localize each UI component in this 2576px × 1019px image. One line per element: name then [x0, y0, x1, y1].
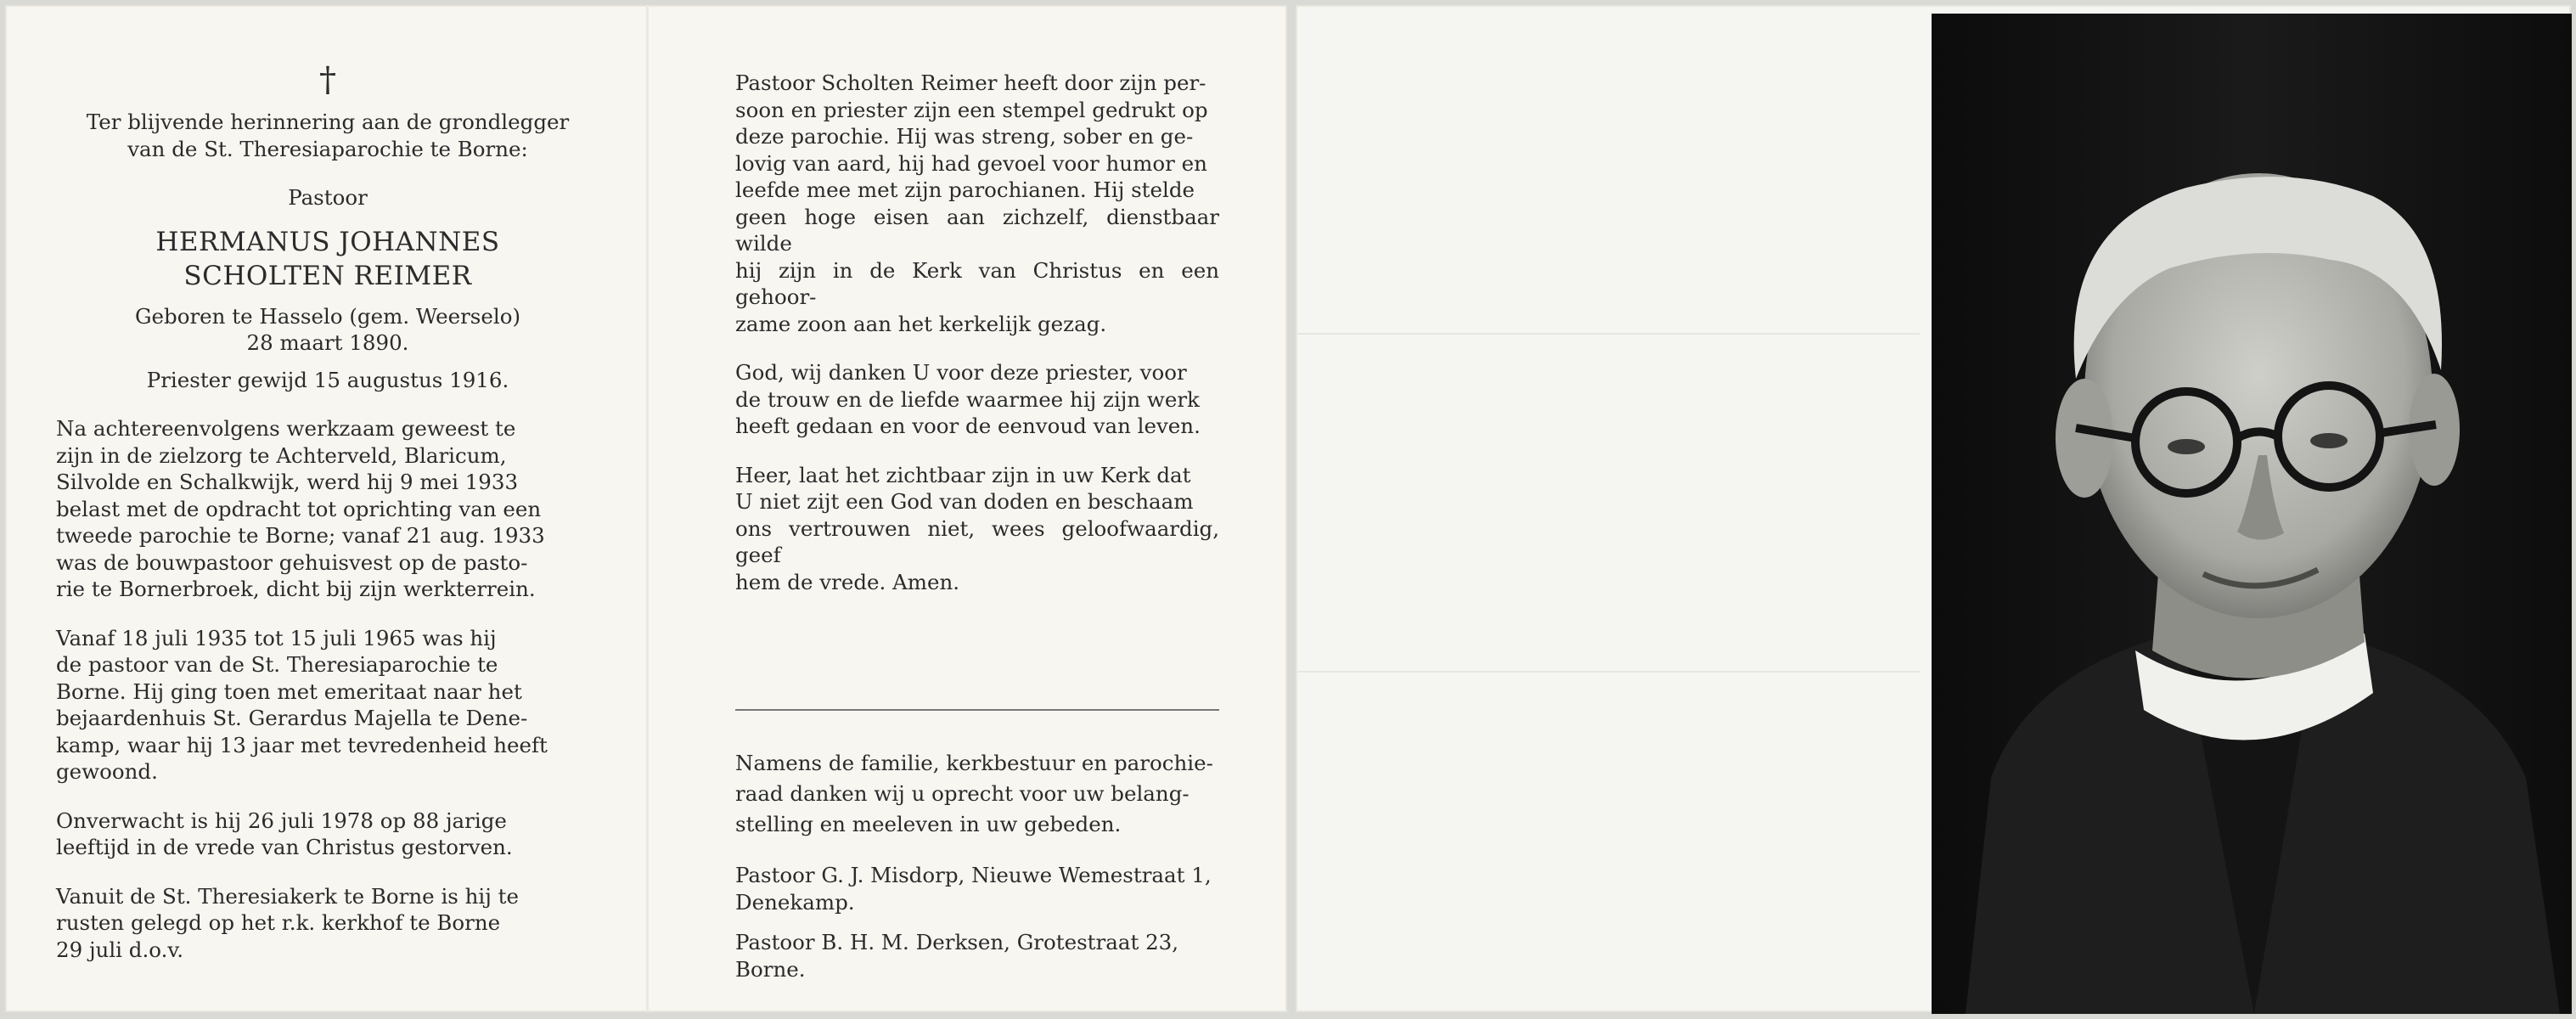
left-text-panel [56, 5, 599, 963]
card-crease [1296, 671, 1920, 673]
intro-line: van de St. Theresiaparochie te Borne: [127, 136, 528, 161]
deceased-name: HERMANUS JOHANNES [155, 226, 500, 257]
birth-info: Geboren te Hasselo (gem. Weerselo) [134, 303, 521, 329]
tribute-paragraph: Pastoor Scholten Reimer heeft door zijn per- soon en priester zijn een stempel gedrukt op deze parochie. Hij was streng, sober en ge- lovig van aard, hij had gevoel voor humor en leefde mee met zijn parochianen. Hij stelde geen hoge eisen aan zichzelf, dienstbaar wilde hij zijn in de Kerk van Christus en een gehoor- zame zoon aan het kerkelijk gezag. [735, 70, 1219, 336]
pastorate-paragraph: Vanaf 18 juli 1935 tot 15 juli 1965 was hij de pastoor van de St. Theresiaparochie te Borne. Hij ging toen met emeritaat naar het bejaardenhuis St. Gerardus Majella te Dene- kamp, waar hij 13 jaar met tevredenheid heeft gewoond. [56, 625, 548, 784]
portrait-photo [1932, 14, 2572, 1014]
prayer-paragraph: Heer, laat het zichtbaar zijn in uw Kerk dat U niet zijt een God van doden en beschaam ons vertrouwen niet, wees geloofwaardig, geef hem de vrede. Amen. [735, 462, 1219, 594]
memorial-card-inner [5, 5, 1287, 1012]
priest-portrait-image [1932, 14, 2572, 1014]
right-eye [2310, 433, 2348, 448]
career-paragraph: Na achtereenvolgens werkzaam geweest te zijn in de zielzorg te Achterveld, Blaricum, Silvolde en Schalkwijk, werd hij 9 mei 1933 belast met de opdracht tot oprichting van een tweede parochie te Borne; vanaf 21 aug. 1933 was de bouwpastoor gehuisvest op de pasto- rie te Bornerbroek, dicht bij zijn werkterrein. [56, 416, 545, 601]
thanks-paragraph: Namens de familie, kerkbestuur en parochie- raad danken wij u oprecht voor uw belang- stelling en meeleven in uw gebeden. [735, 751, 1213, 836]
cross-icon: † [319, 60, 336, 99]
signer-address: Pastoor B. H. M. Derksen, Grotestraat 23, Borne. [735, 930, 1179, 982]
right-text-panel [735, 5, 1219, 982]
left-ear [2056, 379, 2113, 498]
birth-info: 28 maart 1890. [246, 330, 409, 355]
left-eye [2168, 439, 2205, 454]
intro-line: Ter blijvende herinnering aan de grondlegger [86, 110, 570, 134]
burial-paragraph: Vanuit de St. Theresiakerk te Borne is hij te rusten gelegd op het r.k. kerkhof te Borne 29 juli d.o.v. [56, 883, 519, 962]
ordination-info: Priester gewijd 15 augustus 1916. [146, 367, 509, 392]
card-fold [646, 5, 649, 1012]
signer-address: Pastoor G. J. Misdorp, Nieuwe Wemestraat 1, Denekamp. [735, 863, 1212, 915]
prayer-paragraph: God, wij danken U voor deze priester, voor de trouw en de liefde waarmee hij zijn werk heeft gedaan en voor de eenvoud van leven. [735, 360, 1201, 438]
death-paragraph: Onverwacht is hij 26 juli 1978 op 88 jarige leeftijd in de vrede van Christus gestorven. [56, 808, 513, 859]
card-crease [1296, 333, 1920, 335]
title-pastoor: Pastoor [288, 185, 368, 210]
deceased-name: SCHOLTEN REIMER [183, 260, 472, 291]
